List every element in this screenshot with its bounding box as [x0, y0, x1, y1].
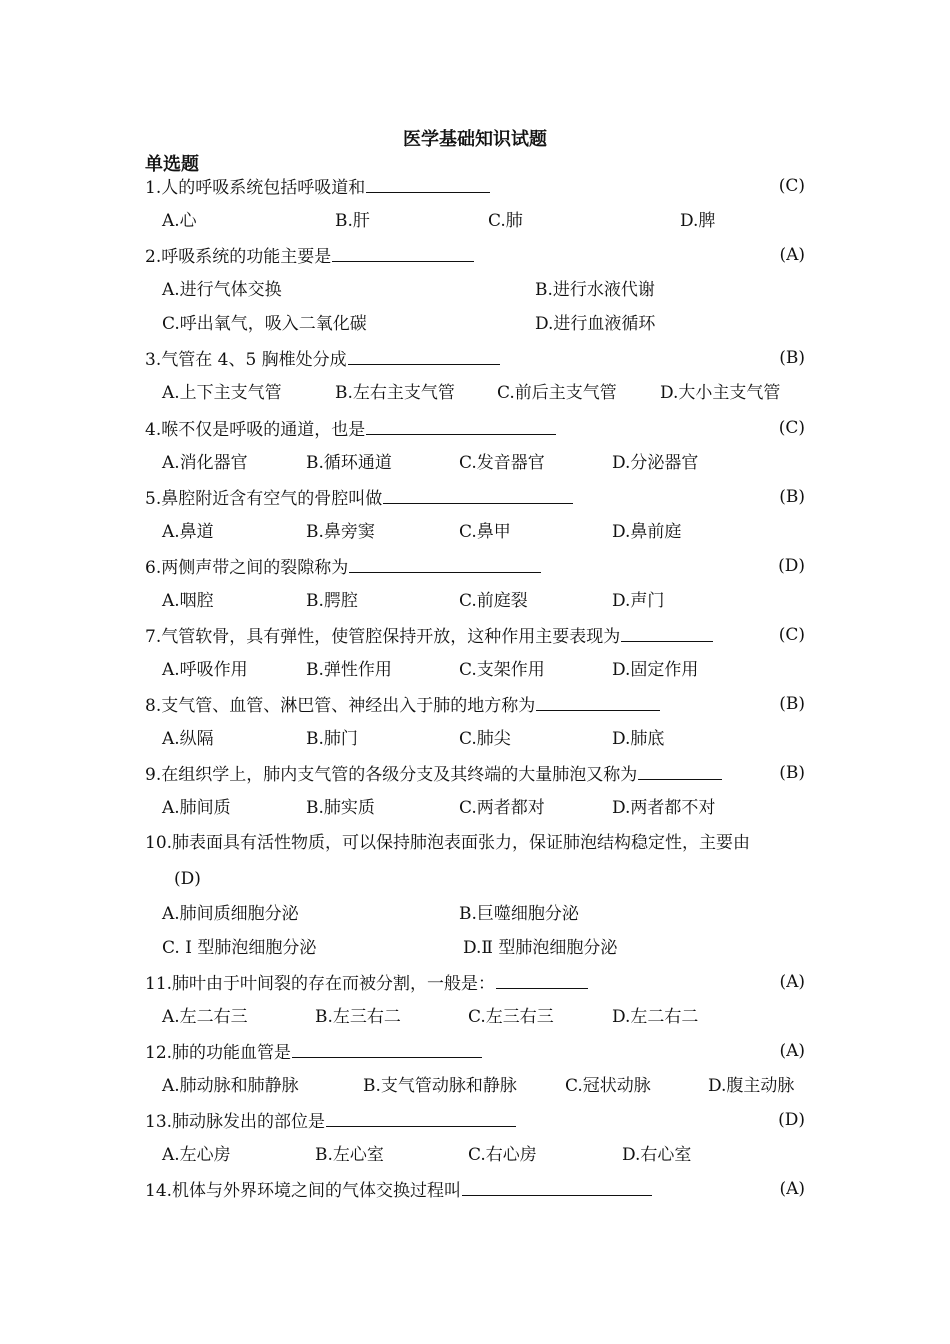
answer-key: (B): [779, 487, 805, 507]
question-1: [145, 174, 805, 198]
option-a: A.肺动脉和肺静脉: [162, 1076, 299, 1096]
question-3: [145, 346, 805, 370]
question-stem: 1.人的呼吸系统包括呼吸道和: [145, 178, 366, 198]
option-d: D.左二右二: [612, 1007, 699, 1027]
option-a: A.肺间质细胞分泌: [162, 904, 299, 924]
answer-blank: [292, 1039, 482, 1058]
section-heading: 单选题: [145, 154, 199, 175]
option-a: A.纵隔: [162, 729, 214, 749]
answer-key: (A): [779, 1041, 805, 1061]
option-d: D.鼻前庭: [612, 522, 682, 542]
answer-blank: [349, 554, 541, 573]
option-c: C.支架作用: [459, 660, 545, 680]
option-b: B.鼻旁窦: [306, 522, 375, 542]
option-b: B.巨噬细胞分泌: [459, 904, 579, 924]
question-stem: 11.肺叶由于叶间裂的存在而被分割，一般是：: [145, 974, 496, 994]
question-stem: 13.肺动脉发出的部位是: [145, 1112, 326, 1132]
option-a: A.左二右三: [162, 1007, 248, 1027]
option-b: B.腭腔: [306, 591, 358, 611]
question-stem: 5.鼻腔附近含有空气的骨腔叫做: [145, 489, 383, 509]
question-stem: 2.呼吸系统的功能主要是: [145, 247, 332, 267]
answer-key: (A): [779, 972, 805, 992]
answer-key: (A): [779, 1179, 805, 1199]
option-d: D.固定作用: [612, 660, 699, 680]
option-b: B.进行水液代谢: [535, 280, 655, 300]
option-b: B.左右主支气管: [335, 383, 455, 403]
answer-key: (D): [778, 556, 805, 576]
option-d: D.进行血液循环: [535, 314, 656, 334]
question-4: [145, 416, 805, 440]
question-12: [145, 1039, 805, 1063]
option-b: B.肝: [335, 211, 370, 231]
question-stem: 14.机体与外界环境之间的气体交换过程叫: [145, 1181, 462, 1201]
answer-blank: [638, 761, 722, 780]
option-a: A.消化器官: [162, 453, 248, 473]
option-a: A.肺间质: [162, 798, 231, 818]
option-c: C.肺: [488, 211, 523, 231]
option-c: C.右心房: [468, 1145, 537, 1165]
option-c: C.鼻甲: [459, 522, 511, 542]
question-5: [145, 485, 805, 509]
option-c: C.呼出氧气，吸入二氧化碳: [162, 314, 367, 334]
option-c: C.前庭裂: [459, 591, 528, 611]
answer-key: (D): [174, 869, 201, 889]
option-c: C.前后主支气管: [497, 383, 617, 403]
option-d: D.大小主支气管: [660, 383, 781, 403]
answer-key: (C): [778, 418, 805, 438]
question-7: [145, 623, 805, 647]
option-b: B.弹性作用: [306, 660, 392, 680]
option-d: D.Ⅱ 型肺泡细胞分泌: [463, 938, 618, 958]
option-c: C.冠状动脉: [565, 1076, 651, 1096]
question-6: [145, 554, 805, 578]
question-10: [145, 831, 810, 855]
option-d: D.分泌器官: [612, 453, 699, 473]
answer-key: (C): [778, 625, 805, 645]
option-a: A.呼吸作用: [162, 660, 248, 680]
option-d: D.脾: [680, 211, 716, 231]
question-stem: 7.气管软骨，具有弹性，使管腔保持开放，这种作用主要表现为: [145, 627, 621, 647]
answer-blank: [462, 1177, 652, 1196]
option-b: B.循环通道: [306, 453, 392, 473]
question-13: [145, 1108, 805, 1132]
option-b: B.肺门: [306, 729, 358, 749]
question-stem: 9.在组织学上，肺内支气管的各级分支及其终端的大量肺泡又称为: [145, 765, 638, 785]
option-b: B.左三右二: [315, 1007, 401, 1027]
option-b: B.肺实质: [306, 798, 375, 818]
option-d: D.肺底: [612, 729, 665, 749]
answer-blank: [332, 243, 474, 262]
option-d: D.两者都不对: [612, 798, 716, 818]
question-stem: 8.支气管、血管、淋巴管、神经出入于肺的地方称为: [145, 696, 536, 716]
answer-key: (B): [779, 348, 805, 368]
answer-key: (A): [779, 245, 805, 265]
option-d: D.右心室: [622, 1145, 692, 1165]
option-c: C.肺尖: [459, 729, 511, 749]
answer-blank: [496, 970, 588, 989]
option-c: C.左三右三: [468, 1007, 554, 1027]
question-stem: 3.气管在 4、5 胸椎处分成: [145, 350, 347, 370]
document-title: 医学基础知识试题: [403, 129, 547, 150]
answer-blank: [621, 623, 713, 642]
option-d: D.腹主动脉: [708, 1076, 795, 1096]
option-a: A.心: [162, 211, 197, 231]
option-a: A.上下主支气管: [162, 383, 282, 403]
option-d: D.声门: [612, 591, 665, 611]
answer-blank: [366, 416, 556, 435]
question-stem: 6.两侧声带之间的裂隙称为: [145, 558, 349, 578]
question-stem: 12.肺的功能血管是: [145, 1043, 292, 1063]
answer-blank: [348, 346, 500, 365]
option-a: A.进行气体交换: [162, 280, 282, 300]
answer-key: (B): [779, 763, 805, 783]
answer-blank: [366, 174, 490, 193]
option-a: A.咽腔: [162, 591, 214, 611]
question-14: [145, 1177, 805, 1201]
question-8: [145, 692, 805, 716]
question-9: [145, 761, 805, 785]
answer-key: (B): [779, 694, 805, 714]
option-a: A.鼻道: [162, 522, 214, 542]
answer-blank: [326, 1108, 516, 1127]
answer-blank: [536, 692, 660, 711]
answer-key: (D): [778, 1110, 805, 1130]
option-c: C.发音器官: [459, 453, 545, 473]
question-11: [145, 970, 805, 994]
option-a: A.左心房: [162, 1145, 231, 1165]
option-c: C.两者都对: [459, 798, 545, 818]
option-b: B.支气管动脉和静脉: [363, 1076, 517, 1096]
answer-key: (C): [778, 176, 805, 196]
question-2: [145, 243, 805, 267]
option-b: B.左心室: [315, 1145, 384, 1165]
answer-blank: [383, 485, 573, 504]
question-stem: 4.喉不仅是呼吸的通道，也是: [145, 420, 366, 440]
question-stem: 10.肺表面具有活性物质，可以保持肺泡表面张力，保证肺泡结构稳定性，主要由: [145, 833, 751, 853]
option-c: C. Ⅰ 型肺泡细胞分泌: [162, 938, 317, 958]
